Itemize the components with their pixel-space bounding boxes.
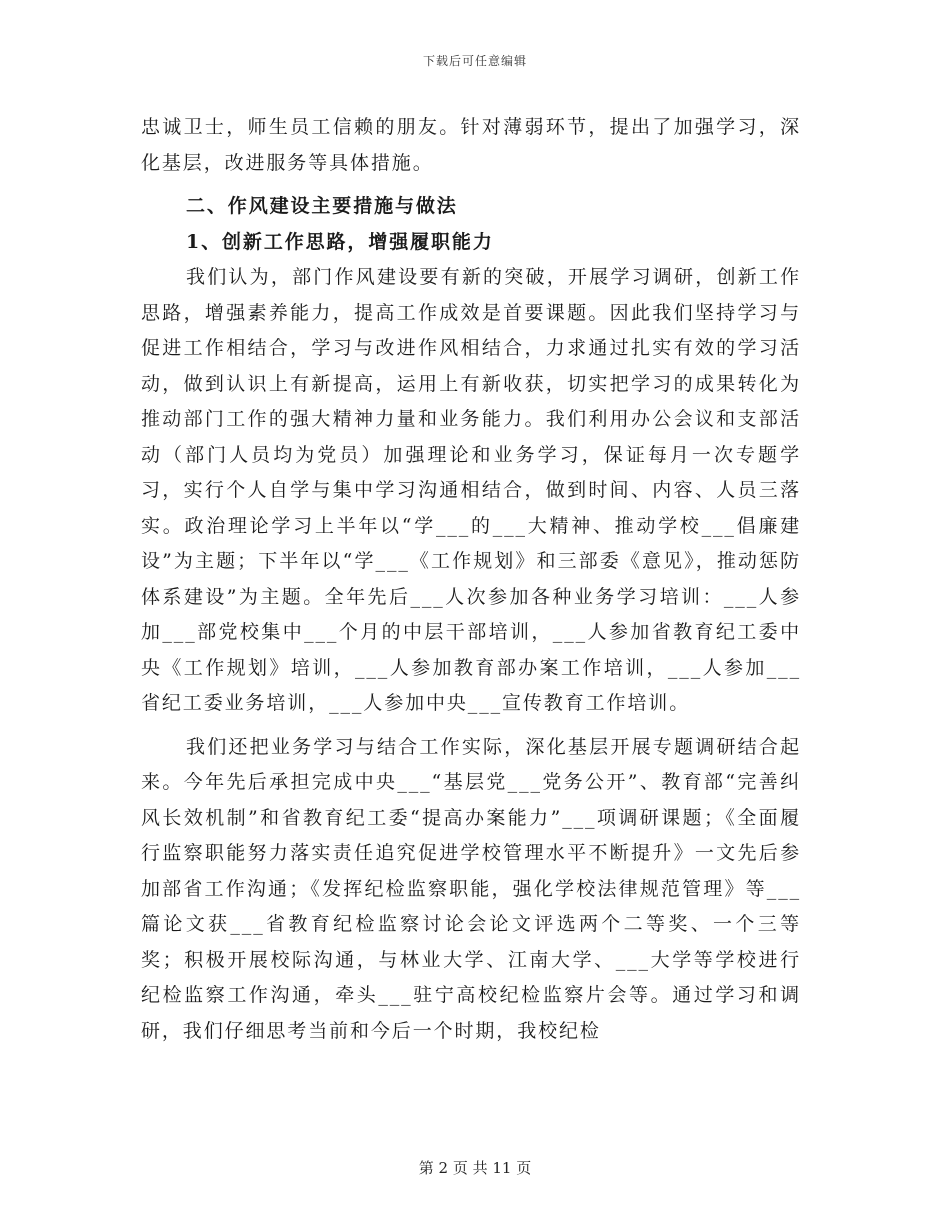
document-body [141, 110, 801, 1049]
page-footer: 第 2 页 共 11 页 [418, 1159, 532, 1177]
paragraph-study: 我们认为，部门作风建设要有新的突破，开展学习调研，创新工作思路，增强素养能力，提高工作成效是首要课题。因此我们坚持学习与促进工作相结合，学习与改进作风相结合，力求通过扎实有效的学习活动，做到认识上有新提高，运用上有新收获，切实把学习的成果转化为推动部门工作的强大精神力量和业务能力。我们利用办公会议和支部活动（部门人员均为党员）加强理论和业务学习，保证每月一次专题学习，实行个人自学与集中学习沟通相结合，做到时间、内容、人员三落实。政治理论学习上半年以“学___的___大精神、推动学校___倡廉建设”为主题；下半年以“学___《工作规划》和三部委《意见》，推动惩防体系建设”为主题。全年先后___人次参加各种业务学习培训：___人参加___部党校集中___个月的中层干部培训，___人参加省教育纪工委中央《工作规划》培训，___人参加教育部办案工作培训，___人参加___省纪工委业务培训，___人参加中央___宣传教育工作培训。 [141, 266, 801, 714]
section-heading: 二、作风建设主要措施与做法 [186, 195, 458, 217]
subsection-heading: 1、创新工作思路，增强履职能力 [186, 230, 494, 253]
paragraph-continuation: 忠诚卫士，师生员工信赖的朋友。针对薄弱环节，提出了加强学习，深化基层，改进服务等具体措施。 [141, 116, 801, 174]
page-header: 下载后可任意编辑 [422, 54, 527, 68]
paragraph-research: 我们还把业务学习与结合工作实际，深化基层开展专题调研结合起来。今年先后承担完成中央___“基层党___党务公开”、教育部“完善纠风长效机制”和省教育纪工委“提高办案能力”___项调研课题；《全面履行监察职能努力落实责任追究促进学校管理水平不断提升》一文先后参加部省工作沟通；《发挥纪检监察职能，强化学校法律规范管理》等___篇论文获___省教育纪检监察讨论会论文评选两个二等奖、一个三等奖；积极开展校际沟通，与林业大学、江南大学、___大学等学校进行纪检监察工作沟通，牵头___驻宁高校纪检监察片会等。通过学习和调研，我们仔细思考当前和今后一个时期，我校纪检 [141, 735, 801, 1042]
